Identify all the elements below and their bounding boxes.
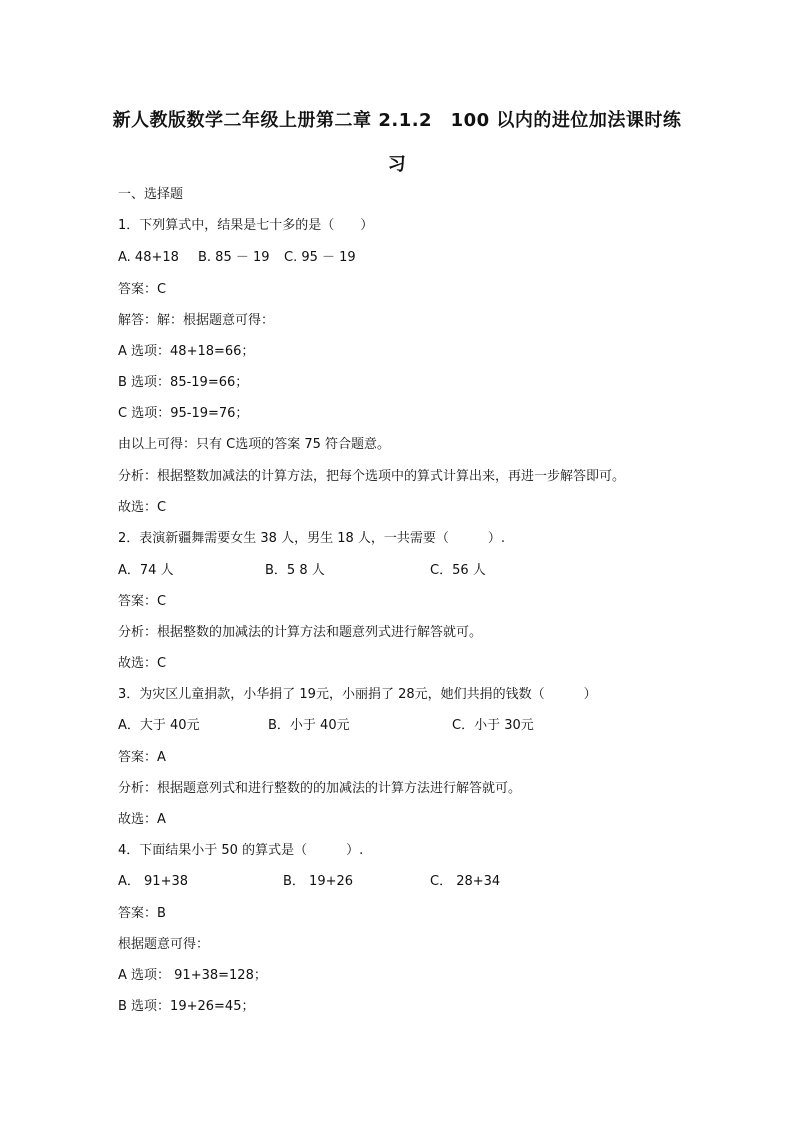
- q2-option-c: C．56 人: [430, 563, 486, 578]
- document-title-line2: 习: [387, 154, 407, 175]
- q2-stem: 2．表演新疆舞需要女生 38 人，男生 18 人，一共需要（ ）.: [118, 531, 506, 546]
- q1-final: 故选：C: [118, 500, 167, 515]
- section-heading: 一、选择题: [118, 187, 184, 202]
- q4-option-c: C． 28+34: [430, 874, 501, 889]
- q1-option-a: A. 48+18: [118, 250, 179, 265]
- q2-answer: 答案：C: [118, 594, 167, 609]
- q1-calc-b: B 选项：85-19=66；: [118, 375, 249, 390]
- q3-option-a: A．大于 40元: [118, 718, 200, 733]
- q4-calc-a: A 选项： 91+38=128；: [118, 968, 267, 983]
- q1-calc-c: C 选项：95-19=76；: [118, 406, 249, 421]
- q3-stem: 3．为灾区儿童捐款，小华捐了 19元，小丽捐了 28元，她们共捐的钱数（ ）: [118, 687, 597, 702]
- q1-explain: 解答：解：根据题意可得：: [118, 313, 275, 328]
- q2-analysis: 分析：根据整数的加减法的计算方法和题意列式进行解答就可。: [118, 625, 483, 640]
- q1-option-b: B. 85 － 19: [198, 250, 270, 265]
- q2-option-b: B．5 8 人: [265, 563, 325, 578]
- q2-option-a: A．74 人: [118, 563, 174, 578]
- q4-answer: 答案：B: [118, 906, 166, 921]
- q1-calc-a: A 选项：48+18=66；: [118, 344, 255, 359]
- q3-analysis: 分析：根据题意列式和进行整数的的加减法的计算方法进行解答就可。: [118, 781, 522, 796]
- q1-option-c: C. 95 － 19: [284, 250, 356, 265]
- q4-calc-b: B 选项：19+26=45；: [118, 999, 255, 1014]
- q1-answer: 答案：C: [118, 282, 167, 297]
- q3-answer: 答案：A: [118, 750, 166, 765]
- q4-option-a: A． 91+38: [118, 874, 189, 889]
- q4-explain: 根据题意可得：: [118, 937, 210, 952]
- q4-stem: 4．下面结果小于 50 的算式是（ ）.: [118, 843, 364, 858]
- q3-option-c: C．小于 30元: [452, 718, 534, 733]
- q1-analysis: 分析：根据整数加减法的计算方法，把每个选项中的算式计算出来，再进一步解答即可。: [118, 469, 626, 484]
- q4-option-b: B． 19+26: [283, 874, 354, 889]
- q3-option-b: B．小于 40元: [268, 718, 350, 733]
- q1-conclusion: 由以上可得：只有 C选项的答案 75 符合题意。: [118, 437, 391, 452]
- q1-stem: 1．下列算式中，结果是七十多的是（ ）: [118, 218, 374, 233]
- q2-final: 故选：C: [118, 656, 167, 671]
- q3-final: 故选：A: [118, 812, 166, 827]
- document-title-line1: 新人教版数学二年级上册第二章 2.1.2 100 以内的进位加法课时练: [112, 110, 682, 131]
